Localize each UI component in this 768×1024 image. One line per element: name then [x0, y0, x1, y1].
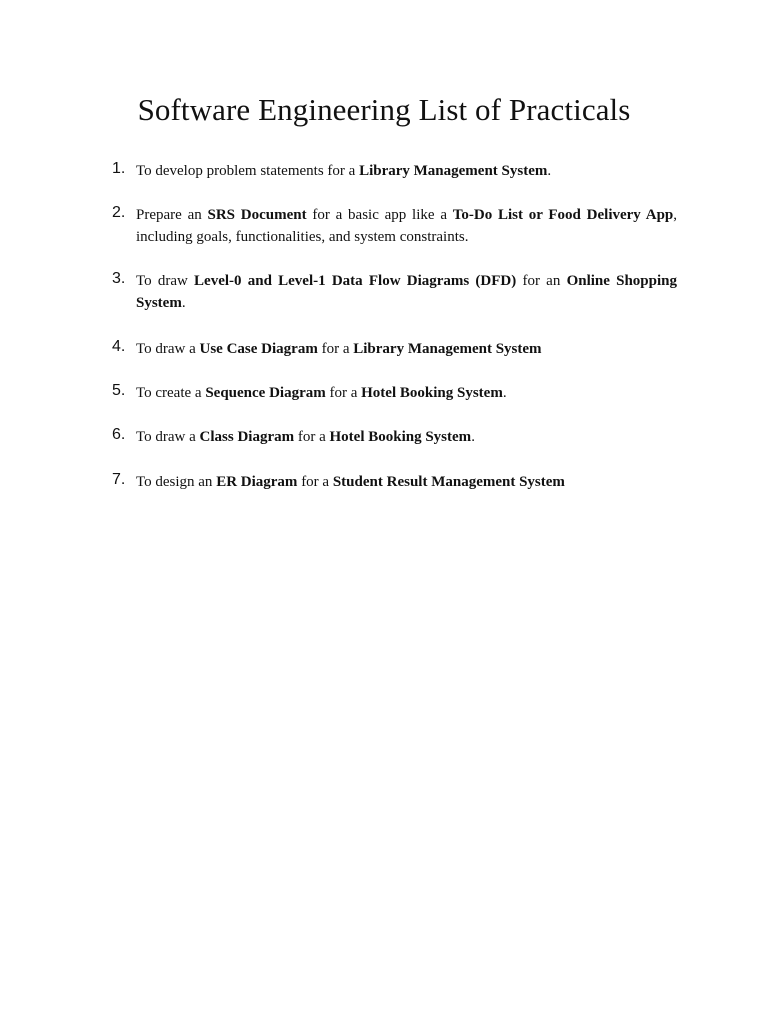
item-number: 1. [112, 160, 126, 177]
item-text-bold: Level-0 and Level-1 Data Flow Diagrams (DFD) [194, 273, 517, 289]
item-text-segment: for a [294, 429, 330, 445]
item-text-segment: To draw a [136, 429, 200, 445]
item-text-bold: Library Management System [353, 341, 542, 357]
item-text-segment: for a basic app like a [306, 207, 453, 223]
item-text-segment: . [181, 295, 186, 311]
item-text-segment: To create a [136, 385, 206, 401]
item-number: 3. [112, 270, 126, 287]
item-text-segment: . [471, 429, 475, 445]
item-text-bold: Library Management System [359, 163, 548, 179]
item-text [136, 338, 677, 360]
item-text [136, 426, 677, 448]
item-text-segment: To develop problem statements for a [136, 163, 360, 179]
item-text-bold: Use Case Diagram [199, 341, 318, 357]
item-text-bold: Student Result Management System [332, 474, 565, 490]
item-text [136, 160, 677, 182]
item-text [136, 382, 677, 404]
item-text-bold: To-Do List or Food Delivery App [452, 207, 674, 223]
item-text-segment: for a [317, 341, 354, 357]
item-text [136, 270, 677, 314]
item-text-segment: To draw [136, 273, 195, 289]
item-number: 7. [112, 471, 126, 488]
item-number: 2. [112, 204, 126, 221]
page-title: Software Engineering List of Practicals [137, 92, 631, 127]
item-text-segment: . [502, 385, 507, 401]
item-text [136, 471, 677, 493]
item-text-segment: To design an [136, 474, 217, 490]
item-text-segment: , including goals, functionalities, and system constraints. [136, 207, 678, 245]
item-text-bold: Hotel Booking System [329, 429, 472, 445]
item-text-segment: for a [325, 385, 362, 401]
item-text-bold: Online Shopping System [136, 273, 677, 311]
item-text-segment: . [547, 163, 552, 179]
item-text-bold: ER Diagram [216, 474, 298, 490]
item-text-segment: Prepare an [136, 207, 208, 223]
item-text-segment: for an [516, 273, 567, 289]
item-text-segment: for a [297, 474, 333, 490]
item-number: 5. [112, 382, 126, 399]
item-text-bold: Hotel Booking System [361, 385, 503, 401]
item-text [136, 204, 677, 248]
item-text-bold: SRS Document [207, 207, 307, 223]
item-number: 6. [112, 426, 126, 443]
item-text-bold: Class Diagram [199, 429, 295, 445]
item-text-segment: To draw a [136, 341, 200, 357]
item-text-bold: Sequence Diagram [205, 385, 326, 401]
item-number: 4. [112, 338, 126, 355]
